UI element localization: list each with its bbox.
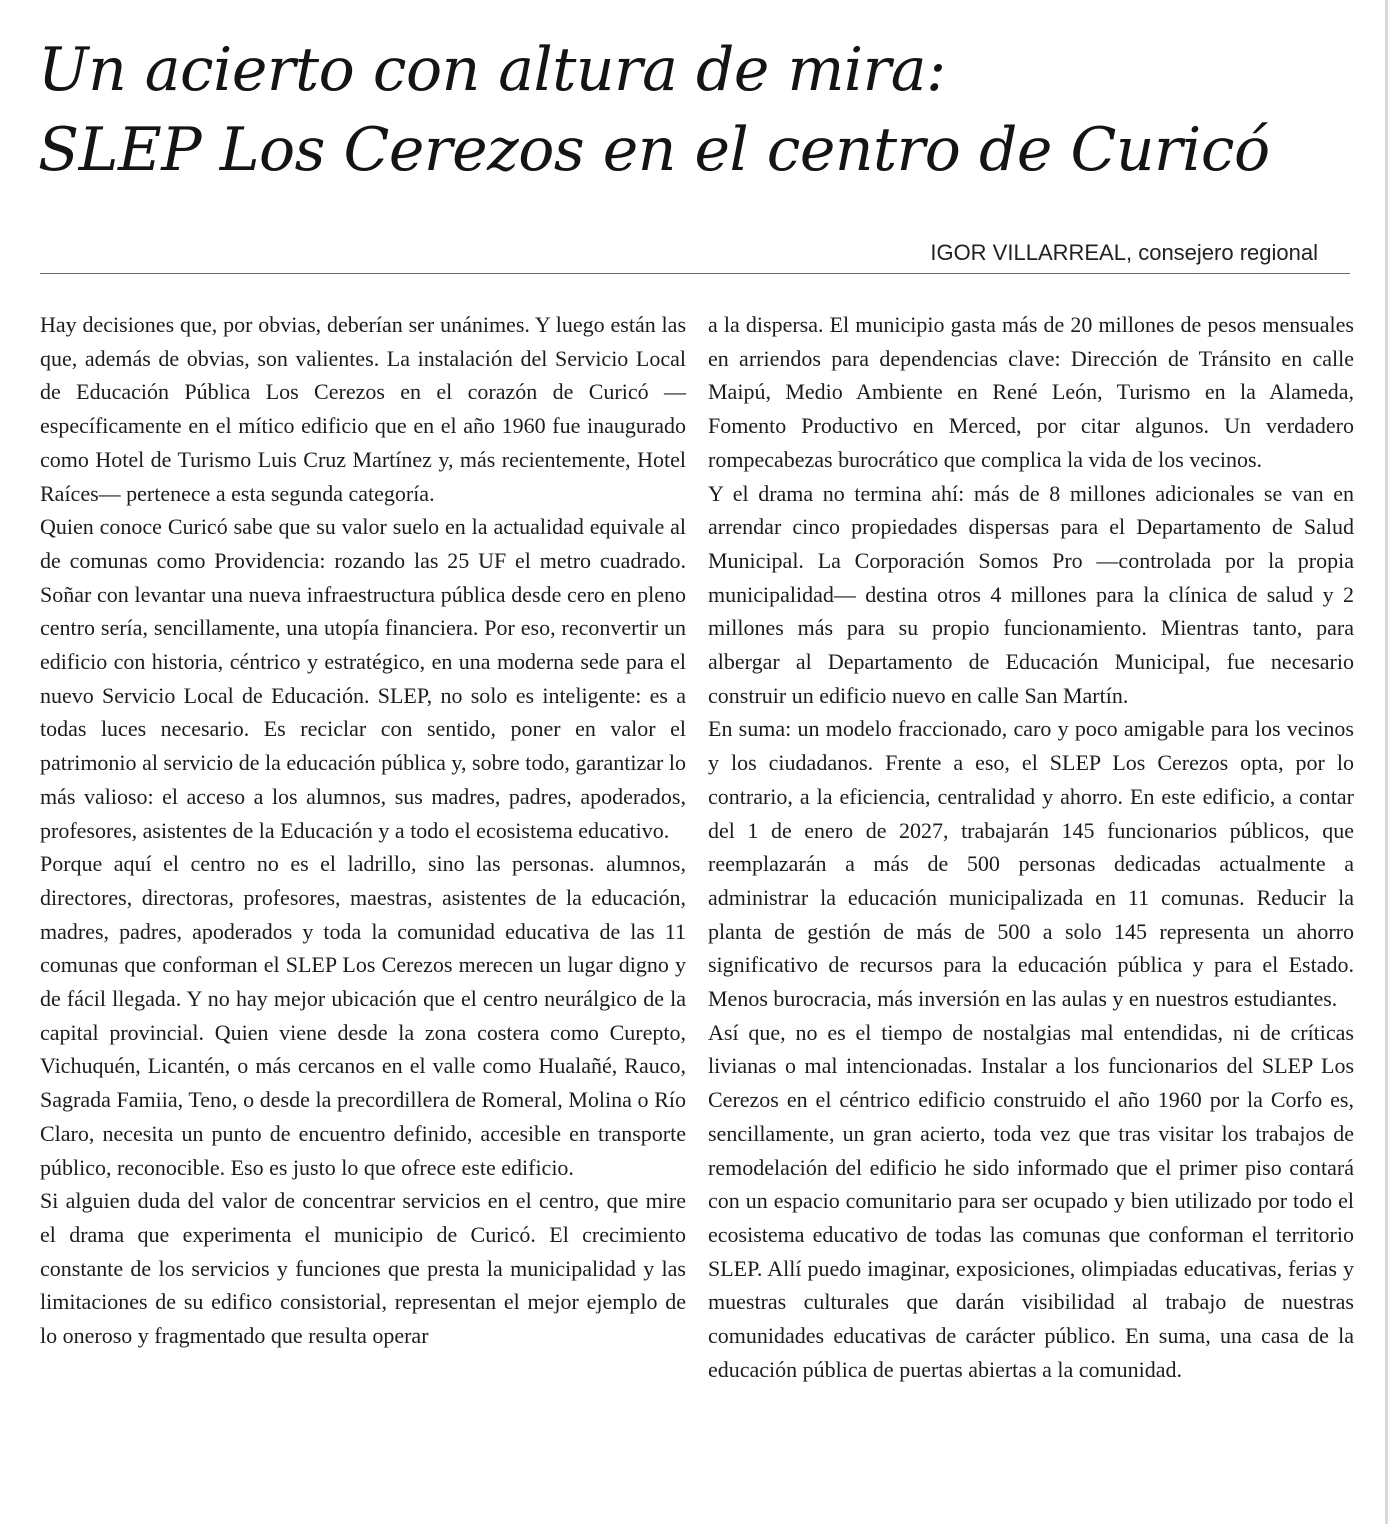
byline (930, 240, 1318, 266)
headline (38, 30, 1358, 190)
byline-author-name: IGOR VILLARREAL (930, 240, 1126, 265)
paragraph: Hay decisiones que, por obvias, deberían ser unánimes. Y luego están las que, además de obvias, son valientes. La instalación del Servicio Local de Educación Pública Los Cerezos en el corazón de Curicó —específicamente en el mítico edificio que en el año 1960 fue inaugurado como Hotel de Turismo Luis Cruz Martínez y, más recientemente, Hotel Raíces— pertenece a esta segunda categoría. (40, 312, 686, 506)
paragraph: Porque aquí el centro no es el ladrillo, sino las personas. alumnos, directores, directoras, profesores, maestras, asistentes de la educación, madres, padres, apoderados y toda la comunidad educativa de las 11 comunas que conforman el SLEP Los Cerezos merecen un lugar digno y de fácil llegada. Y no hay mejor ubicación que el centro neurálgico de la capital provincial. Quien viene desde la zona costera como Curepto, Vichuquén, Licantén, o más cercanos en el valle como Hualañé, Rauco, Sagrada Famiia, Teno, o desde la precordillera de Romeral, Molina o Río Claro, necesita un punto de encuentro definido, accesible en transporte público, reconocible. Eso es justo lo que ofrece este edificio. (40, 851, 686, 1180)
paragraph: a la dispersa. El municipio gasta más de 20 millones de pesos mensuales en arriendos para dependencias clave: Dirección de Tránsito en calle Maipú, Medio Ambiente en René León, Turismo en la Alameda, Fomento Productivo en Merced, por citar algunos. Un verdadero rompecabezas burocrático que complica la vida de los vecinos. (708, 312, 1354, 472)
paragraph: Quien conoce Curicó sabe que su valor suelo en la actualidad equivale al de comunas como Providencia: rozando las 25 UF el metro cuadrado. Soñar con levantar una nueva infraestructura pública desde cero en pleno centro sería, sencillamente, una utopía financiera. Por eso, reconvertir un edificio con historia, céntrico y estratégico, en una moderna sede para el nuevo Servicio Local de Educación. SLEP, no solo es inteligente: es a todas luces necesario. Es reciclar con sentido, poner en valor el patrimonio al servicio de la educación pública y, sobre todo, garantizar lo más valioso: el acceso a los alumnos, sus madres, padres, apoderados, profesores, asistentes de la Educación y a todo el ecosistema educativo. (40, 514, 686, 843)
paragraph: Y el drama no termina ahí: más de 8 millones adicionales se van en arrendar cinco propiedades dispersas para el Departamento de Salud Municipal. La Corporación Somos Pro —controlada por la propia municipalidad— destina otros 4 millones para la clínica de salud y 2 millones más para su propio funcionamiento. Mientras tanto, para albergar al Departamento de Educación Municipal, fue necesario construir un edificio nuevo en calle San Martín. (708, 480, 1354, 708)
byline-author-role: , consejero regional (1125, 240, 1318, 265)
headline-line-2: SLEP Los Cerezos en el centro de Curicó (38, 115, 1270, 185)
headline-line-1: Un acierto con altura de mira: (38, 35, 946, 105)
paragraph: Así que, no es el tiempo de nostalgias mal entendidas, ni de críticas livianas o mal intencionadas. Instalar a los funcionarios del SLEP Los Cerezos en el céntrico edificio construido el año 1960 por la Corfo es, sencillamente, un gran acierto, toda vez que tras visitar los trabajos de remodelación del edificio he sido informado que el primer piso contará con un espacio comunitario para ser ocupado y bien utilizado por todo el ecosistema educativo de todas las comunas que conforman el territorio SLEP. Allí puedo imaginar, exposiciones, olimpiadas educativas, ferias y muestras culturales que darán visibilidad al trabajo de nuestras comunidades educativas de carácter público. En suma, una casa de la educación pública de puertas abiertas a la comunidad. (708, 1019, 1354, 1382)
right-column (708, 308, 1354, 1387)
paragraph: En suma: un modelo fraccionado, caro y poco amigable para los vecinos y los ciudadanos. Frente a eso, el SLEP Los Cerezos opta, por lo contrario, a la eficiencia, centralidad y ahorro. En este edificio, a contar del 1 de enero de 2027, trabajarán 145 funcionarios públicos, que reemplazarán a más de 500 personas dedicadas actualmente a administrar la educación municipalizada en 11 comunas. Reducir la planta de gestión de más de 500 a solo 145 representa un ahorro significativo de recursos para la educación pública y para el Estado. Menos burocracia, más inversión en las aulas y en nuestros estudiantes. (708, 716, 1354, 1012)
header-divider (40, 273, 1350, 274)
paragraph: Si alguien duda del valor de concentrar servicios en el centro, que mire el drama que experimenta el municipio de Curicó. El crecimiento constante de los servicios y funciones que presta la municipalidad y las limitaciones de su edifico consistorial, representan el mejor ejemplo de lo oneroso y fragmentado que resulta operar (40, 1188, 686, 1349)
left-column (40, 308, 686, 1353)
